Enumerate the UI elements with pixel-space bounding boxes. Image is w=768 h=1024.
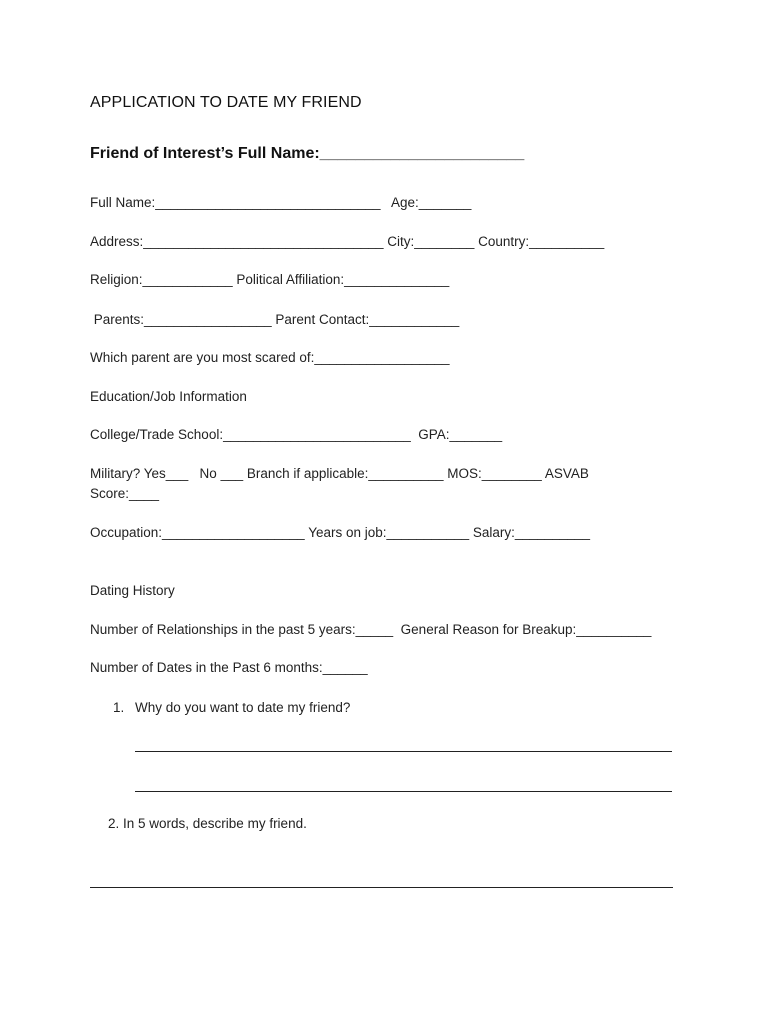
question-2-text: 2. In 5 words, describe my friend.: [108, 816, 307, 831]
college-gpa-field[interactable]: College/Trade School:_________________________ GPA:_______: [90, 427, 503, 442]
answer-line-1[interactable]: [135, 751, 672, 752]
religion-political-field[interactable]: Religion:____________ Political Affiliation:______________: [90, 272, 450, 287]
occupation-field[interactable]: Occupation:___________________ Years on job:___________ Salary:__________: [90, 525, 590, 540]
full-name-age-field[interactable]: Full Name:______________________________ Age:_______: [90, 195, 472, 210]
education-section-heading: Education/Job Information: [90, 389, 247, 404]
relationships-breakup-field[interactable]: Number of Relationships in the past 5 years:_____ General Reason for Breakup:__________: [90, 622, 652, 637]
dates-count-field[interactable]: Number of Dates in the Past 6 months:______: [90, 660, 368, 675]
scared-parent-field[interactable]: Which parent are you most scared of:__________________: [90, 350, 450, 365]
question-1-text: Why do you want to date my friend?: [135, 700, 351, 715]
answer-line-3[interactable]: [90, 887, 673, 888]
dating-history-heading: Dating History: [90, 583, 175, 598]
question-1-number: 1.: [113, 700, 125, 715]
address-city-country-field[interactable]: Address:________________________________ City:________ Country:__________: [90, 234, 605, 249]
friend-of-interest-name-field[interactable]: Friend of Interest’s Full Name:_______________________: [90, 145, 525, 162]
document-title: APPLICATION TO DATE MY FRIEND: [90, 94, 362, 111]
military-field-line-2[interactable]: Score:____: [90, 486, 160, 501]
parents-contact-field[interactable]: Parents:_________________ Parent Contact:____________: [90, 312, 460, 327]
military-field-line-1[interactable]: Military? Yes___ No ___ Branch if applicable:__________ MOS:________ ASVAB: [90, 466, 589, 481]
answer-line-2[interactable]: [135, 791, 672, 792]
